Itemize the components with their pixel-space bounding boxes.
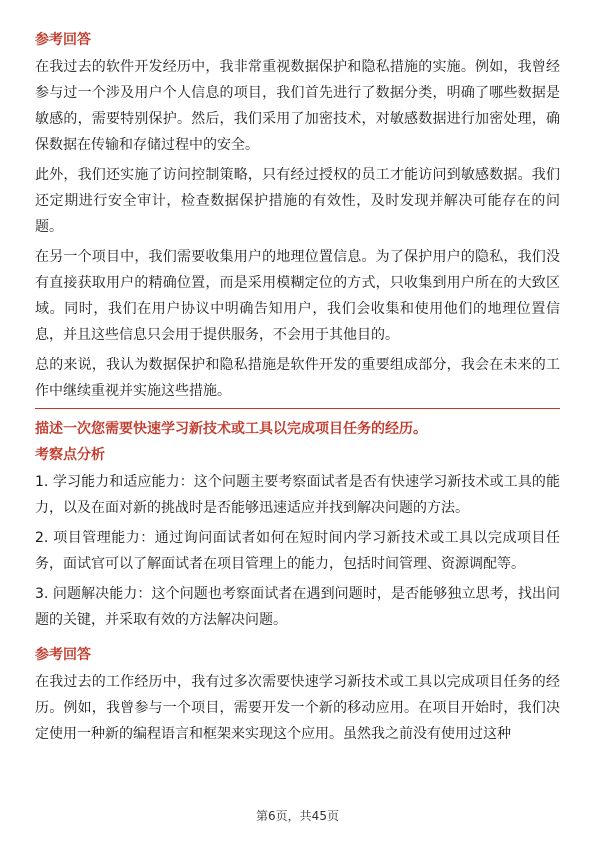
section-divider (35, 408, 560, 409)
page-number: 第6页，共45页 (256, 809, 339, 823)
question-title: 描述一次您需要快速学习新技术或工具以完成项目任务的经历。 (35, 421, 427, 437)
answer-paragraph: 此外，我们还实施了访问控制策略，只有经过授权的员工才能访问到敏感数据。我们还定期进行安全审计，检查数据保护措施的有效性，及时发现并解决可能存在的问题。 (35, 167, 560, 235)
analysis-item: 1. 学习能力和适应能力：这个问题主要考察面试者是否有快速学习新技术或工具的能力，以及在面对新的挑战时是否能够迅速适应并找到解决问题的方法。 (35, 474, 560, 516)
section-heading-answer-2: 参考回答 (35, 647, 91, 663)
answer-paragraph: 在我过去的工作经历中，我有过多次需要快速学习新技术或工具以完成项目任务的经历。例如，我曾参与一个项目，需要开发一个新的移动应用。在项目开始时，我们决定使用一种新的编程语言和框架来实现这个应用。虽然我之前没有使用过这种 (35, 674, 560, 742)
section-heading-answer: 参考回答 (35, 32, 91, 48)
analysis-item: 2. 项目管理能力：通过询问面试者如何在短时间内学习新技术或工具以完成项目任务，面试官可以了解面试者在项目管理上的能力，包括时间管理、资源调配等。 (35, 530, 560, 572)
document-page (35, 30, 560, 751)
answer-paragraph: 总的来说，我认为数据保护和隐私措施是软件开发的重要组成部分，我会在未来的工作中继续重视并实施这些措施。 (35, 357, 560, 399)
analysis-item: 3. 问题解决能力：这个问题也考察面试者在遇到问题时，是否能够独立思考，找出问题的关键，并采取有效的方法解决问题。 (35, 586, 560, 628)
answer-paragraph: 在我过去的软件开发经历中，我非常重视数据保护和隐私措施的实施。例如，我曾经参与过一个涉及用户个人信息的项目，我们首先进行了数据分类，明确了哪些数据是敏感的，需要特别保护。然后，我们采用了加密技术，对敏感数据进行加密处理，确保数据在传输和存储过程中的安全。 (35, 59, 560, 153)
section-heading-analysis: 考察点分析 (35, 447, 105, 463)
answer-paragraph: 在另一个项目中，我们需要收集用户的地理位置信息。为了保护用户的隐私，我们没有直接获取用户的精确位置，而是采用模糊定位的方式，只收集到用户所在的大致区域。同时，我们在用户协议中明确告知用户，我们会收集和使用他们的地理位置信息，并且这些信息只会用于提供服务，不会用于其他目的。 (35, 249, 560, 343)
